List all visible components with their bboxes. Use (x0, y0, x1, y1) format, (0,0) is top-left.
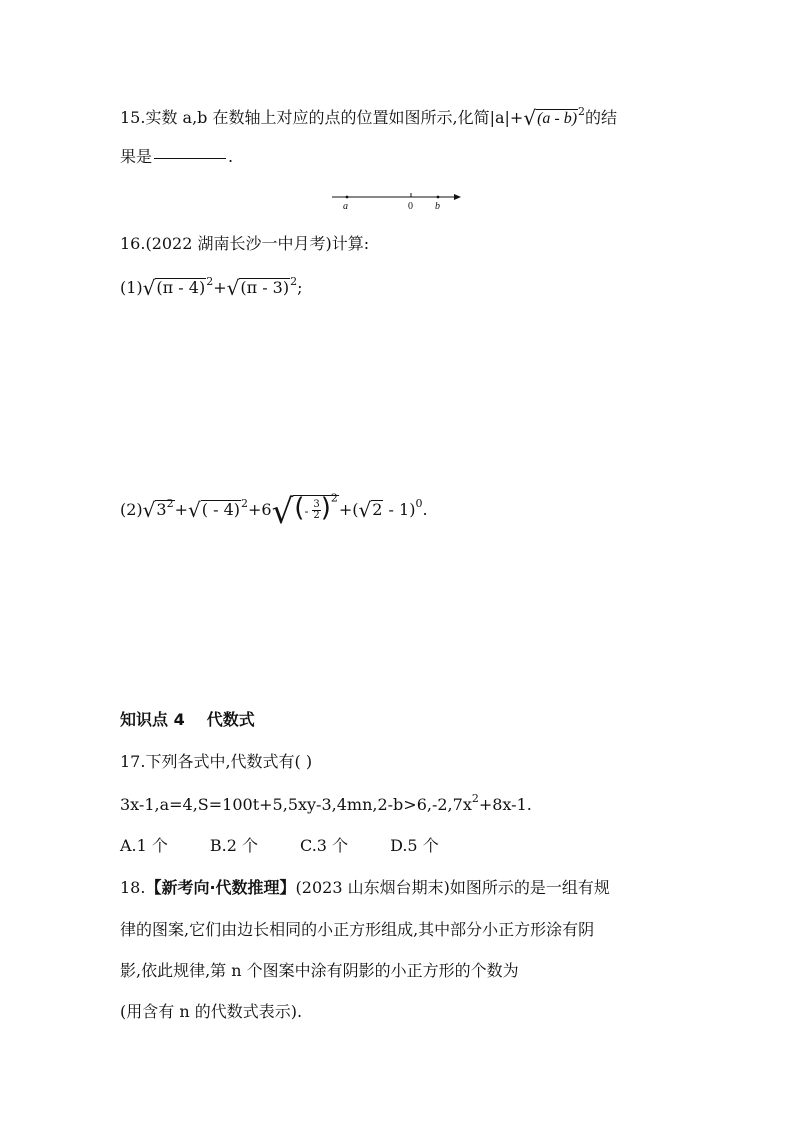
q18-line2: 律的图案,它们由边长相同的小正方形组成,其中部分小正方形涂有阴 (120, 920, 595, 939)
answer-blank[interactable] (154, 158, 226, 159)
sqrt-icon: √ (188, 498, 201, 522)
option-d[interactable]: D.5 个 (390, 836, 439, 855)
point-a (346, 196, 349, 199)
sqrt-icon: √ (358, 498, 372, 522)
q18-line1: 18.【新考向·代数推理】(2023 山东烟台期末)如图所示的是一组有规 (120, 878, 610, 897)
sqrt-icon: √ (523, 106, 537, 130)
sqrt-5: √(- $\frac{3}{2}$ )$^2$ (271, 491, 338, 532)
q18-tag: 【新考向·代数推理】 (145, 878, 296, 897)
sqrt-2: √(π - 3) (226, 276, 290, 300)
q16-part2: $(2)√3^2+√( - 4)^2+6√(-$ $\frac{3}{2}$ )$^2$+(√2 - 1)$^0$. (120, 487, 428, 525)
sqrt-4: √( - 4) (188, 498, 241, 522)
q16-part1: (1)√(π - 4)$^2$+√(π - 3)$^2$; (120, 275, 303, 300)
q18-line4: (用含有 n 的代数式表示). (120, 1002, 303, 1021)
q18-line3: 影,依此规律,第 n 个图案中涂有阴影的小正方形的个数为 (120, 961, 519, 980)
label-zero: 0 (408, 201, 413, 212)
number-line-figure (330, 190, 464, 214)
q16-title: 16.(2022 湖南长沙一中月考)计算: (120, 234, 370, 253)
arrow-icon (454, 194, 461, 200)
q17-options (120, 838, 439, 854)
sqrt-1: √(π - 4) (142, 276, 206, 300)
sqrt-6: √2 (358, 498, 383, 522)
option-b[interactable]: B.2 个 (209, 836, 259, 855)
section-heading: 知识点 4 代数式 (120, 710, 255, 729)
sqrt-3: $√3^2$ (142, 497, 174, 522)
sqrt-icon: √ (142, 276, 156, 300)
q15-line1: 15.实数 a,b 在数轴上对应的点的位置如图所示,化简|a|+√(a - b)$^2$的结 (120, 105, 618, 130)
q17-expression: $3x-1,a=4,S=100t+5,5xy-3,4mn,2-b>6,-2,7x^2+8x-1$. (120, 792, 532, 814)
sqrt-icon: √ (226, 276, 240, 300)
q15-sqrt: √(a - b) (523, 106, 578, 130)
sqrt-icon: √ (142, 498, 156, 522)
number-line-svg (330, 190, 464, 214)
option-c[interactable]: C.3 个 (300, 836, 349, 855)
fraction: $\frac{3}{2}$ (313, 498, 320, 521)
point-b (437, 196, 440, 199)
q17-stem: 17.下列各式中,代数式有( ) (120, 752, 313, 771)
option-a[interactable]: A.1 个 (120, 836, 168, 855)
sqrt-icon: √ (271, 492, 294, 532)
q15-line2: 果是 . (120, 147, 234, 166)
label-b: b (435, 201, 440, 212)
label-a: a (343, 201, 348, 212)
